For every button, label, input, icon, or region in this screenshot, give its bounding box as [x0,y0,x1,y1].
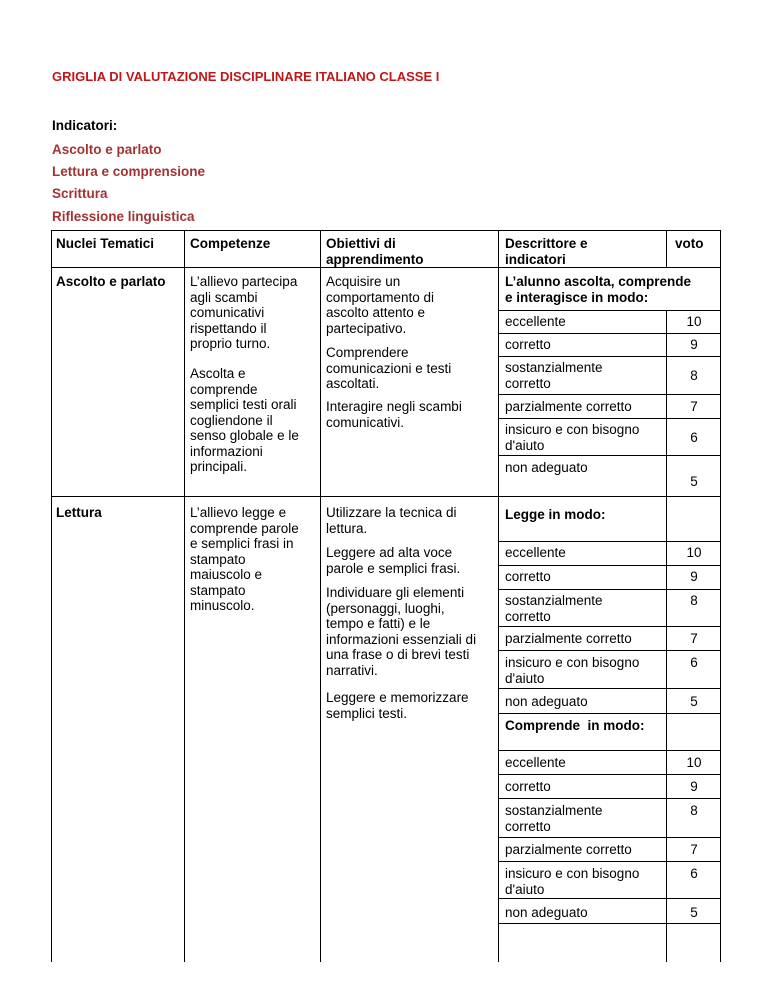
level-label: sostanzialmente corretto [505,360,603,391]
header-descrittore: Descrittore e indicatori [505,236,588,267]
level-voto: 10 [686,314,702,329]
level-label: corretto [505,337,551,352]
level-label: parzialmente corretto [505,631,632,646]
level-label: insicuro e con bisogno d'aiuto [505,655,640,686]
header-competenze: Competenze [190,236,271,251]
level-label: non adeguato [505,460,588,475]
level-label: eccellente [505,755,566,770]
header-obiettivi: Obiettivi di apprendimento [326,236,424,267]
indicatori-heading: Indicatori: [52,118,118,133]
level-voto: 5 [690,694,698,709]
legge-head: Legge in modo: [505,507,606,522]
obiettivo-lettura-4: Leggere e memorizzare semplici testi. [326,690,469,721]
level-voto: 6 [690,866,698,881]
level-voto: 7 [690,842,698,857]
level-voto: 5 [690,905,698,920]
comprende-head: Comprende in modo: [505,718,645,733]
obiettivo-ascolto-2: Comprendere comunicazioni e testi ascoltati. [326,345,452,391]
level-label: sostanzialmente corretto [505,803,603,834]
level-voto: 9 [690,337,698,352]
level-label: corretto [505,569,551,584]
level-voto: 10 [686,755,702,770]
document-title: GRIGLIA DI VALUTAZIONE DISCIPLINARE ITALIANO CLASSE I [52,69,440,84]
level-label: insicuro e con bisogno d'aiuto [505,422,640,453]
obiettivo-lettura-2: Leggere ad alta voce parole e semplici frasi. [326,545,461,576]
header-nuclei: Nuclei Tematici [56,236,155,251]
indicatore-item: Ascolto e parlato [52,142,162,157]
indicatore-item: Scrittura [52,186,108,201]
level-label: eccellente [505,545,566,560]
level-voto: 6 [690,430,698,445]
level-voto: 8 [690,368,698,383]
indicatore-item: Riflessione linguistica [52,209,195,224]
obiettivo-lettura-1: Utilizzare la tecnica di lettura. [326,505,457,536]
competenze-lettura: L’allievo legge e comprende parole e semplici frasi in stampato maiuscolo e stampato minuscolo. [190,505,299,613]
level-voto: 9 [690,779,698,794]
level-label: eccellente [505,314,566,329]
obiettivo-ascolto-3: Interagire negli scambi comunicativi. [326,399,462,430]
descrittore-ascolto-head: L’alunno ascolta, comprende e interagisce in modo: [505,274,692,305]
level-voto: 8 [690,593,698,608]
level-label: parzialmente corretto [505,842,632,857]
level-label: insicuro e con bisogno d'aiuto [505,866,640,897]
level-label: corretto [505,779,551,794]
level-voto: 8 [690,803,698,818]
level-label: parzialmente corretto [505,399,632,414]
nucleo-lettura: Lettura [56,505,102,520]
level-voto: 5 [690,474,698,489]
level-label: sostanzialmente corretto [505,593,603,624]
level-voto: 7 [690,631,698,646]
level-voto: 7 [690,399,698,414]
obiettivo-ascolto-1: Acquisire un comportamento di ascolto attento e partecipativo. [326,274,435,336]
nucleo-ascolto: Ascolto e parlato [56,274,166,289]
level-voto: 9 [690,569,698,584]
competenze-ascolto-2: Ascolta e comprende semplici testi orali cogliendone il senso globale e le informazioni principali. [190,366,299,474]
obiettivo-lettura-3: Individuare gli elementi (personaggi, luoghi, tempo e fatti) e le informazioni essenziali di una frase o di brevi testi narrativi. [326,585,477,678]
level-label: non adeguato [505,905,588,920]
level-voto: 6 [690,655,698,670]
level-label: non adeguato [505,694,588,709]
indicatore-item: Lettura e comprensione [52,164,206,179]
header-voto: voto [675,236,704,251]
level-voto: 10 [686,545,702,560]
competenze-ascolto: L’allievo partecipa agli scambi comunicativi rispettando il proprio turno. [190,274,298,351]
